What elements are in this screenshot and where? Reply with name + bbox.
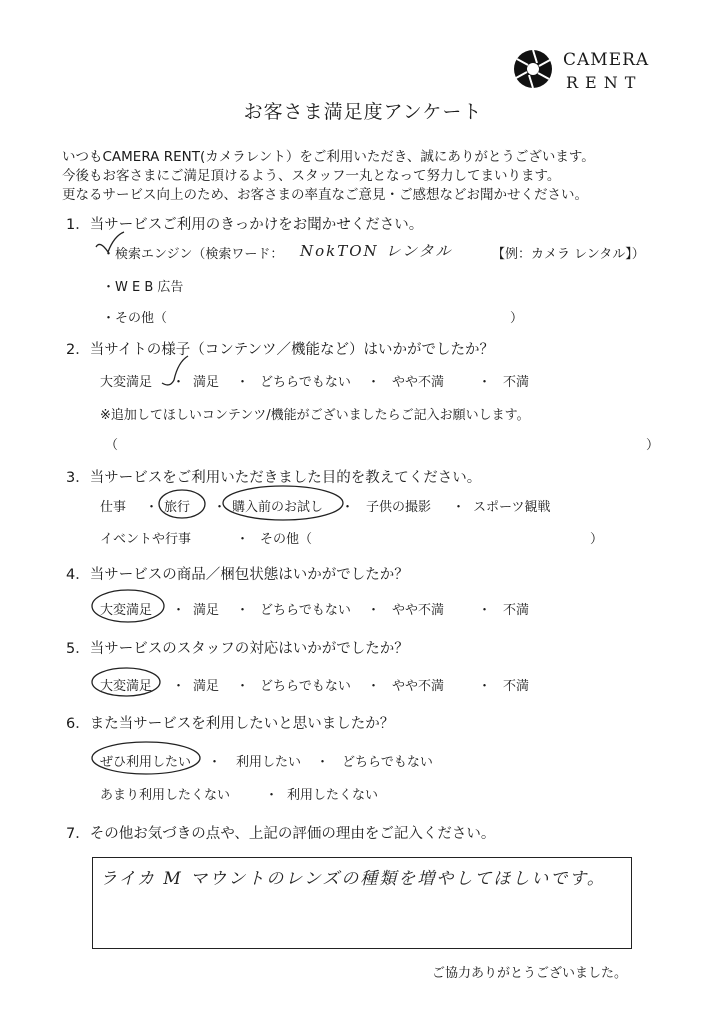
q6-separator: ・ xyxy=(265,788,279,803)
q5-separator: ・ xyxy=(478,679,492,694)
q5-separator: ・ xyxy=(367,679,381,694)
page-title: お客さま満足度アンケート xyxy=(243,101,483,123)
q2-option-dissatisfied[interactable]: 不満 xyxy=(503,375,530,390)
q3-option-trial-before-purchase[interactable]: 購入前のお試し xyxy=(232,500,324,515)
logo-text-rent: RENT xyxy=(566,73,643,92)
question-7-label: 7．その他お気づきの点や、上記の評価の理由をご記入ください。 xyxy=(66,826,496,842)
q4-option-dissatisfied[interactable]: 不満 xyxy=(503,603,530,618)
intro-line-3: 更なるサービス向上のため、お客さまの率直なご意見・ご感想などお聞かせください。 xyxy=(62,187,588,203)
q6-option-definitely-use[interactable]: ぜひ利用したい xyxy=(100,755,192,770)
q2-option-neutral[interactable]: どちらでもない xyxy=(260,375,351,390)
q3-separator: ・ xyxy=(341,500,355,515)
question-4-label: 4．当サービスの商品／梱包状態はいかがでしたか？ xyxy=(66,567,409,583)
q5-separator: ・ xyxy=(236,679,250,694)
question-1-label: 1．当サービスご利用のきっかけをお聞かせください。 xyxy=(66,217,424,233)
q5-separator: ・ xyxy=(172,679,186,694)
q6-separator: ・ xyxy=(208,755,222,770)
q2-note: ※追加してほしいコンテンツ/機能がございましたらご記入お願いします。 xyxy=(100,408,530,423)
q2-option-very-satisfied[interactable]: 大変満足 xyxy=(100,375,153,390)
q6-option-not-really[interactable]: あまり利用したくない xyxy=(100,788,231,803)
q3-option-children-photos[interactable]: 子供の撮影 xyxy=(366,500,432,515)
q3-separator: ・ xyxy=(452,500,466,515)
q3-option-sports-watching[interactable]: スポーツ観戦 xyxy=(473,500,551,515)
q3-separator: ・ xyxy=(236,532,250,547)
q2-separator: ・ xyxy=(478,375,492,390)
q1-option-other[interactable]: ・その他（ xyxy=(102,311,168,326)
q1-search-word-answer[interactable]: NokTON レンタル xyxy=(300,242,453,260)
question-6-label: 6．また当サービスを利用したいと思いましたか？ xyxy=(66,716,395,732)
q4-option-somewhat-dissatisfied[interactable]: やや不満 xyxy=(392,603,445,618)
footer-thanks: ご協力ありがとうございました。 xyxy=(432,966,628,981)
q4-separator: ・ xyxy=(172,603,186,618)
q4-separator: ・ xyxy=(236,603,250,618)
q4-option-satisfied[interactable]: 満足 xyxy=(193,603,220,618)
logo-text-camera: CAMERA xyxy=(563,50,650,70)
q2-separator: ・ xyxy=(236,375,250,390)
q2-close-paren: ） xyxy=(646,438,660,453)
q4-separator: ・ xyxy=(478,603,492,618)
q4-option-very-satisfied[interactable]: 大変満足 xyxy=(100,603,153,618)
q1-option-web-ad[interactable]: ・W E B 広告 xyxy=(102,280,184,295)
q5-option-satisfied[interactable]: 満足 xyxy=(193,679,220,694)
question-2-label: 2．当サイトの様子（コンテンツ／機能など）はいかがでしたか？ xyxy=(66,342,494,358)
comment-answer[interactable]: ライカ M マウントのレンズの種類を増やしてほしいです。 xyxy=(100,869,606,889)
q6-option-do-not-want[interactable]: 利用したくない xyxy=(287,788,379,803)
q4-option-neutral[interactable]: どちらでもない xyxy=(260,603,351,618)
intro-line-1: いつもCAMERA RENT(カメラレント）をご利用いただき、誠にありがとうございます。 xyxy=(62,149,595,165)
q3-separator: ・ xyxy=(213,500,227,515)
intro-line-2: 今後もお客さまにご満足頂けるよう、スタッフ一丸となって努力してまいります。 xyxy=(62,168,561,184)
question-3-label: 3．当サービスをご利用いただきました目的を教えてください。 xyxy=(66,470,482,486)
q3-option-other[interactable]: その他（ xyxy=(260,532,313,547)
q1-search-example: 【例：カメラ レンタル】） xyxy=(492,247,645,262)
q1-option-search-engine[interactable]: ・検索エンジン（検索ワード： xyxy=(102,247,284,262)
q3-option-events[interactable]: イベントや行事 xyxy=(100,532,192,547)
question-5-label: 5．当サービスのスタッフの対応はいかがでしたか？ xyxy=(66,641,409,657)
q2-open-paren: （ xyxy=(105,438,119,453)
q5-option-dissatisfied[interactable]: 不満 xyxy=(503,679,530,694)
q4-separator: ・ xyxy=(367,603,381,618)
q3-option-travel[interactable]: 旅行 xyxy=(164,500,191,515)
q2-option-satisfied[interactable]: 満足 xyxy=(193,375,220,390)
q3-option-work[interactable]: 仕事 xyxy=(100,500,127,515)
q3-other-close-paren: ） xyxy=(590,532,604,547)
q5-option-very-satisfied[interactable]: 大変満足 xyxy=(100,679,153,694)
q1-other-close-paren: ） xyxy=(510,311,524,326)
camera-aperture-logo-icon xyxy=(512,48,554,90)
q2-option-somewhat-dissatisfied[interactable]: やや不満 xyxy=(392,375,445,390)
q2-separator: ・ xyxy=(367,375,381,390)
q6-separator: ・ xyxy=(316,755,330,770)
q5-option-neutral[interactable]: どちらでもない xyxy=(260,679,351,694)
q3-separator: ・ xyxy=(145,500,159,515)
q2-separator: ・ xyxy=(172,375,186,390)
q6-option-want-to-use[interactable]: 利用したい xyxy=(236,755,302,770)
q5-option-somewhat-dissatisfied[interactable]: やや不満 xyxy=(392,679,445,694)
q6-option-neutral[interactable]: どちらでもない xyxy=(342,755,433,770)
